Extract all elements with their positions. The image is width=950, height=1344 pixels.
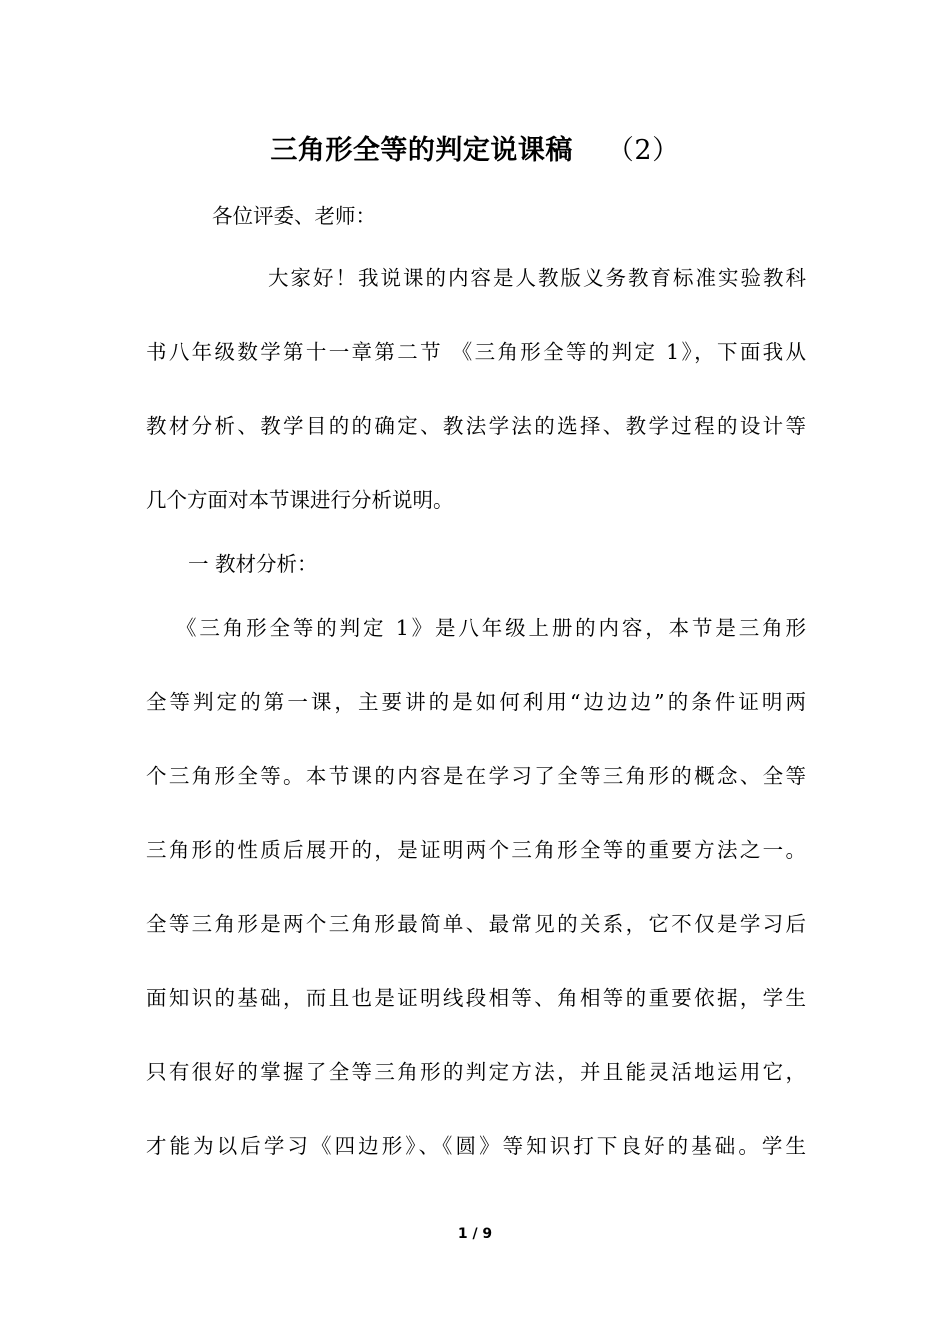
paragraph-line: 个三角形全等。本节课的内容是在学习了全等三角形的概念、全等 [146, 764, 806, 788]
paragraph-line: 三角形的性质后展开的，是证明两个三角形全等的重要方法之一。 [146, 838, 806, 862]
paragraph-line: 才能为以后学习《四边形》、《圆》等知识打下良好的基础。学生 [146, 1134, 806, 1158]
title-number: （2） [606, 135, 680, 166]
title-text: 三角形全等的判定说课稿 [270, 135, 573, 166]
paragraph-line: 教材分析、教学目的的确定、教法学法的选择、教学过程的设计等 [146, 414, 806, 438]
paragraph-line: 面知识的基础，而且也是证明线段相等、角相等的重要依据，学生 [146, 986, 806, 1010]
section-heading: 一 教材分析： [188, 552, 318, 576]
page-number: 1 / 9 [457, 1226, 493, 1242]
paragraph-line: 全等三角形是两个三角形最简单、最常见的关系，它不仅是学习后 [146, 912, 806, 936]
paragraph-line: 只有很好的掌握了全等三角形的判定方法，并且能灵活地运用它， [146, 1060, 806, 1084]
paragraph-line: 大家好！我说课的内容是人教版义务教育标准实验教科 [268, 266, 806, 290]
document-title [0, 128, 950, 167]
salutation-line: 各位评委、老师： [212, 204, 376, 228]
paragraph-line: 全等判定的第一课，主要讲的是如何利用“边边边”的条件证明两 [146, 690, 806, 714]
paragraph-line: 书八年级数学第十一章第二节 《三角形全等的判定 1》，下面我从 [146, 340, 806, 364]
paragraph-line: 几个方面对本节课进行分析说明。 [146, 488, 454, 512]
paragraph-line: 《三角形全等的判定 1》是八年级上册的内容，本节是三角形 [176, 616, 806, 640]
